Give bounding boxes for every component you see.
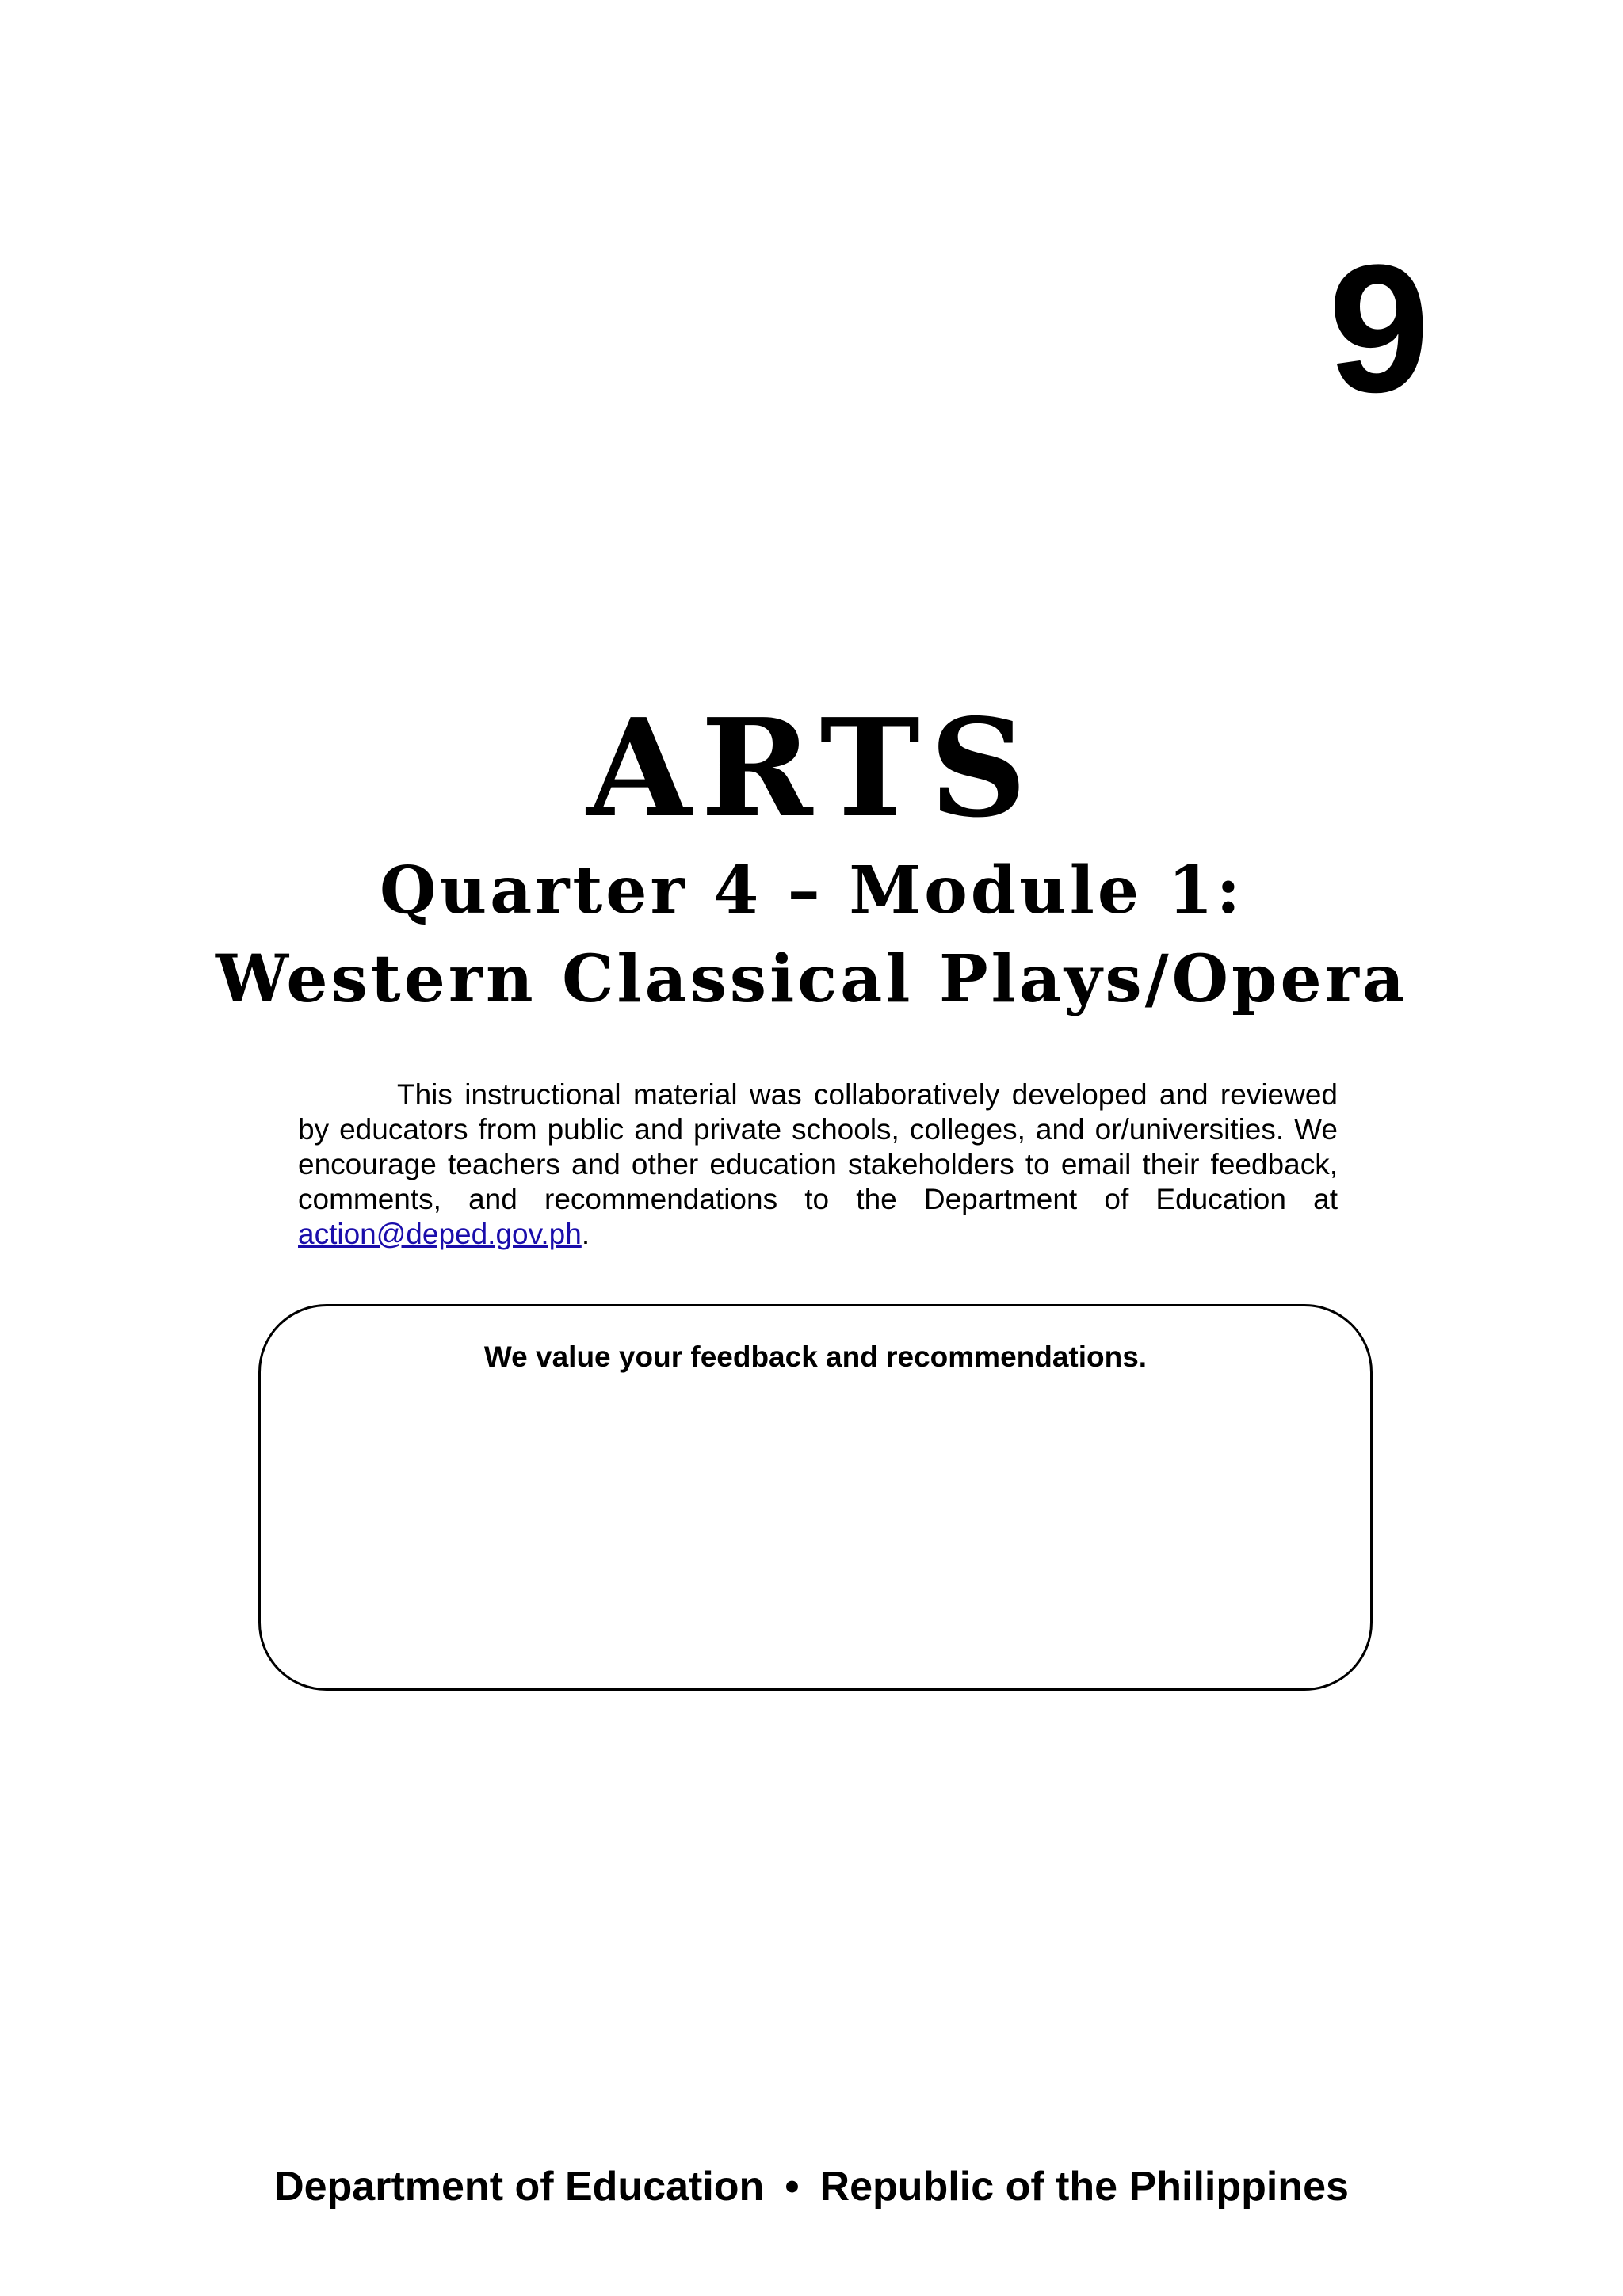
feedback-box <box>258 1304 1373 1691</box>
intro-paragraph <box>298 1077 1338 1252</box>
footer-bullet: • <box>785 2164 800 2210</box>
module-title: Western Classical Plays/Opera <box>216 941 1407 1017</box>
intro-text: This instructional material was collaboratively developed and reviewed by educators from public and private schools, colleges, and or/universities. We encourage teachers and other education stakeholders to email their feedback, comments, and recommendations to the Department of Education at <box>298 1078 1338 1215</box>
feedback-message: We value your feedback and recommendations. <box>483 1341 1148 1373</box>
module-heading: Quarter 4 – Module 1: <box>380 852 1243 929</box>
footer-republic: Republic of the Philippines <box>819 2164 1349 2210</box>
footer-department: Department of Education <box>274 2164 765 2210</box>
footer <box>0 2161 1623 2212</box>
subject-title: ARTS <box>586 689 1037 848</box>
grade-number: 9 <box>1328 227 1430 430</box>
intro-end: . <box>581 1218 590 1250</box>
email-link[interactable]: action@deped.gov.ph <box>298 1218 582 1250</box>
